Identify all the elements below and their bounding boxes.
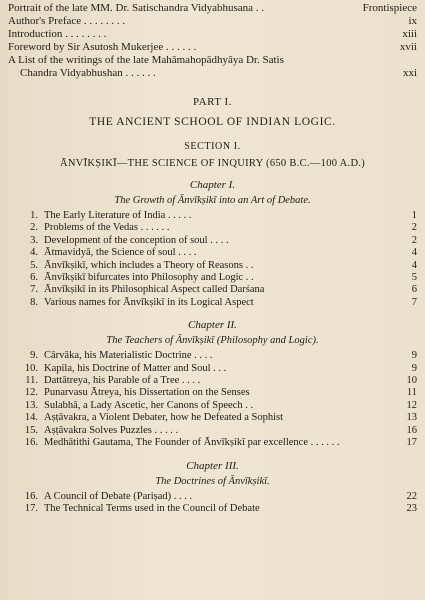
entry-page: 22 <box>406 490 417 502</box>
entry-number: 11. <box>25 375 38 387</box>
front-matter-title: Introduction . . . . . . . . <box>8 28 107 40</box>
entry-page: 16 <box>406 424 417 436</box>
front-matter-item <box>8 28 417 41</box>
front-matter-item <box>8 2 417 15</box>
entry-title: Sulabhā, a Lady Ascetic, her Canons of Speech . . <box>44 399 254 411</box>
toc-entry <box>8 222 417 234</box>
chapter-label: Chapter II. <box>188 319 237 332</box>
toc-entry <box>8 503 417 515</box>
entry-number: 10. <box>24 362 38 374</box>
chapter-title: The Teachers of Ānvīkṣikī (Philosophy and Logic). <box>106 335 319 347</box>
chapter-title: The Doctrines of Ānvīkṣikī. <box>155 475 270 487</box>
entry-page: 2 <box>411 222 417 234</box>
toc-entry <box>8 297 417 309</box>
entry-page: 6 <box>411 284 417 296</box>
front-matter-item <box>8 41 417 54</box>
front-matter <box>8 2 417 80</box>
entry-title: Problems of the Vedas . . . . . . <box>44 222 170 234</box>
entry-number: 8. <box>30 296 38 308</box>
part-heading: PART I. <box>193 96 232 108</box>
entry-number: 7. <box>30 284 38 296</box>
toc-entry <box>8 260 417 272</box>
entry-title: Various names for Ānvīkṣikī in its Logical Aspect <box>44 296 254 308</box>
entry-number: 2. <box>30 222 38 234</box>
toc-entry <box>8 400 417 412</box>
entry-number: 4. <box>30 247 38 259</box>
section-heading: SECTION I. <box>184 141 241 152</box>
entry-number: 13. <box>24 399 38 411</box>
entry-page: 11 <box>406 387 417 399</box>
entry-page: 13 <box>406 412 417 424</box>
toc-entry <box>8 363 417 375</box>
toc-entry <box>8 272 417 284</box>
entry-title: Kapila, his Doctrine of Matter and Soul . . . <box>44 362 227 374</box>
entry-title: Development of the conception of soul . . . . <box>44 234 229 246</box>
front-matter-title: Author's Preface . . . . . . . . <box>8 15 126 27</box>
entry-number: 17. <box>24 502 38 514</box>
entry-title: Dattātreya, his Parable of a Tree . . . . <box>44 375 201 387</box>
entry-page: 7 <box>411 296 417 308</box>
toc-entry <box>8 491 417 503</box>
entry-page: 23 <box>406 502 417 514</box>
front-matter-item <box>8 67 417 80</box>
school-title: THE ANCIENT SCHOOL OF INDIAN LOGIC. <box>89 116 336 128</box>
chapter-label: Chapter I. <box>189 179 236 191</box>
entry-page: 9 <box>411 362 417 374</box>
front-matter-page: xiii <box>402 28 417 40</box>
entry-title: The Technical Terms used in the Council of Debate <box>44 502 260 514</box>
front-matter-page: xvii <box>399 41 417 53</box>
entry-number: 16. <box>24 437 38 449</box>
entry-page: 5 <box>411 272 417 284</box>
section-subtitle: ĀNVĪKṢIKĪ—THE SCIENCE OF INQUIRY (650 B.C.—100 A.D.) <box>59 158 366 169</box>
front-matter-title: A List of the writings of the late Mahāmahopādhyāya Dr. Satis <box>8 54 284 66</box>
toc-entry <box>8 350 417 362</box>
toc-entry <box>8 375 417 387</box>
entry-number: 9. <box>30 350 38 362</box>
chapter-entries <box>8 491 417 516</box>
chapter-title: The Growth of Ānvīkṣikī into an Art of Debate. <box>114 195 311 206</box>
toc-entry <box>8 284 417 296</box>
toc-entry <box>8 425 417 437</box>
front-matter-title: Foreword by Sir Asutosh Mukerjee . . . . . . <box>8 41 197 53</box>
entry-title: Ānvīkṣikī bifurcates into Philosophy and Logic . . <box>44 272 254 284</box>
chapter-label: Chapter III. <box>186 459 239 472</box>
entry-title: Aṣṭāvakra, a Violent Debater, how he Defeated a Sophist <box>44 412 284 424</box>
entry-number: 6. <box>30 272 38 284</box>
entry-number: 15. <box>24 424 38 436</box>
entry-title: Ānvīkṣikī in its Philosophical Aspect called Darśana <box>44 284 265 296</box>
entry-number: 1. <box>30 210 38 221</box>
toc-entry <box>8 437 417 449</box>
entry-title: Medhātithi Gautama, The Founder of Ānvīkṣikī par excellence . . . . . . <box>44 437 340 449</box>
chapter-entries <box>8 350 417 449</box>
entry-page: 1 <box>411 210 417 221</box>
entry-title: Aṣṭāvakra Solves Puzzles . . . . . <box>44 424 179 436</box>
entry-page: 12 <box>406 399 417 411</box>
chapter-entries <box>8 210 417 309</box>
entry-number: 5. <box>30 259 38 271</box>
toc-entry <box>8 235 417 247</box>
entry-title: Ātmavidyā, the Science of soul . . . . <box>44 247 197 259</box>
entry-number: 12. <box>24 387 38 399</box>
entry-number: 16. <box>24 490 38 502</box>
front-matter-title: Chandra Vidyabhushan . . . . . . <box>20 67 156 79</box>
entry-number: 14. <box>24 412 38 424</box>
entry-title: Ānvīkṣikī, which includes a Theory of Reasons . . <box>44 259 254 271</box>
toc-entry <box>8 387 417 399</box>
front-matter-item <box>8 15 417 28</box>
entry-page: 17 <box>406 437 417 449</box>
entry-title: Punarvasu Ātreya, his Dissertation on the Senses <box>44 387 250 399</box>
entry-page: 9 <box>411 350 417 362</box>
entry-number: 3. <box>30 234 38 246</box>
entry-page: 2 <box>411 234 417 246</box>
front-matter-title: Portrait of the late MM. Dr. Satischandra Vidyabhusana . . <box>8 2 265 14</box>
entry-title: The Early Literature of India . . . . . <box>44 210 192 221</box>
entry-page: 10 <box>406 375 417 387</box>
front-matter-page: xxi <box>402 67 417 79</box>
toc-entry <box>8 412 417 424</box>
front-matter-page: ix <box>408 15 417 27</box>
entry-title: Cārvāka, his Materialistic Doctrine . . . . <box>44 350 213 362</box>
entry-title: A Council of Debate (Pariṣad) . . . . <box>44 490 193 502</box>
toc-entry <box>8 210 417 222</box>
front-matter-page: Frontispiece <box>362 2 417 14</box>
entry-page: 4 <box>411 247 417 259</box>
entry-page: 4 <box>411 259 417 271</box>
front-matter-item <box>8 54 417 67</box>
toc-entry <box>8 247 417 259</box>
